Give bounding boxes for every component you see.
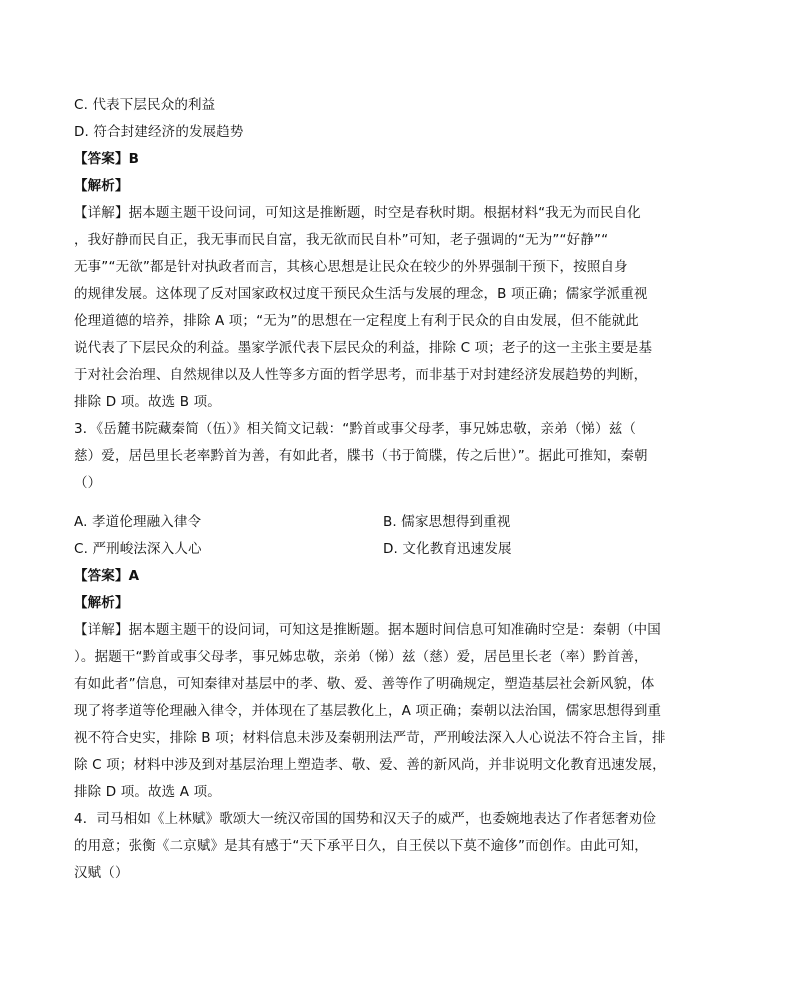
- detail-line: 除 C 项；材料中涉及到对基层治理上塑造孝、敬、爱、善的新风尚，并非说明文化教育迅速发展，: [74, 757, 666, 773]
- option-d: D. 符合封建经济的发展趋势: [74, 124, 244, 140]
- question-stem: （）: [74, 475, 102, 491]
- detail-line: 【详解】据本题主题干设问词，可知这是推断题，时空是春秋时期。根据材料“我无为而民自化: [74, 205, 641, 221]
- question-stem: 慈）爱，居邑里长老率黔首为善，有如此者，牒书（书于简牒，传之后世）”。据此可推知，秦朝: [74, 448, 648, 464]
- question-stem: 4．司马相如《上林赋》歌颂大一统汉帝国的国势和汉天子的威严，也委婉地表达了作者惩奢劝俭: [74, 811, 657, 827]
- detail-line: 【详解】据本题主题干的设问词，可知这是推断题。据本题时间信息可知准确时空是：秦朝（中国: [74, 622, 661, 638]
- question-stem: 汉赋（）: [74, 865, 129, 881]
- option-d: D. 文化教育迅速发展: [383, 541, 512, 557]
- detail-line: ，我好静而民自正，我无事而民自富，我无欲而民自朴”可知，老子强调的“无为”“好静”“: [74, 232, 609, 248]
- detail-line: 说代表了下层民众的利益。墨家学派代表下层民众的利益，排除 C 项；老子的这一主张主要是基: [74, 340, 653, 356]
- question-stem: 3．《岳麓书院藏秦简（伍）》相关简文记载：“黔首或事父母孝，事兄姊忠敬，亲弟（悌）兹（: [74, 421, 637, 437]
- detail-line: 现了将孝道等伦理融入律令，并体现在了基层教化上，A 项正确；秦朝以法治国，儒家思想得到重: [74, 703, 662, 719]
- answer-label: 【答案】A: [74, 568, 140, 584]
- detail-line: 排除 D 项。故选 A 项。: [74, 784, 221, 800]
- detail-line: 有如此者”信息，可知秦律对基层中的孝、敬、爱、善等作了明确规定，塑造基层社会新风貌，体: [74, 676, 655, 692]
- detail-line: 伦理道德的培养，排除 A 项；“无为”的思想在一定程度上有利于民众的自由发展，但不能就此: [74, 313, 639, 329]
- option-b: B. 儒家思想得到重视: [383, 514, 511, 530]
- option-a: A. 孝道伦理融入律令: [74, 514, 202, 530]
- detail-line: 于对社会治理、自然规律以及人性等多方面的哲学思考，而非基于对封建经济发展趋势的判断，: [74, 367, 648, 383]
- option-c: C. 严刑峻法深入人心: [74, 541, 202, 557]
- answer-label: 【答案】B: [74, 151, 140, 167]
- detail-line: ）。据题干“黔首或事父母孝，事兄姊忠敬，亲弟（悌）兹（慈）爱，居邑里长老（率）黔首善，: [74, 649, 648, 665]
- detail-line: 的规律发展。这体现了反对国家政权过度干预民众生活与发展的理念，B 项正确；儒家学派重视: [74, 286, 648, 302]
- detail-line: 排除 D 项。故选 B 项。: [74, 394, 221, 410]
- detail-line: 无事”“无欲”都是针对执政者而言，其核心思想是让民众在较少的外界强制干预下，按照自身: [74, 259, 628, 275]
- question-stem: 的用意；张衡《二京赋》是其有感于“天下承平日久，自王侯以下莫不逾侈”而创作。由此可知，: [74, 838, 648, 854]
- analysis-label: 【解析】: [74, 595, 129, 611]
- detail-line: 视不符合史实，排除 B 项；材料信息未涉及秦朝刑法严苛，严刑峻法深入人心说法不符合主旨，排: [74, 730, 666, 746]
- analysis-label: 【解析】: [74, 178, 129, 194]
- option-c: C. 代表下层民众的利益: [74, 97, 216, 113]
